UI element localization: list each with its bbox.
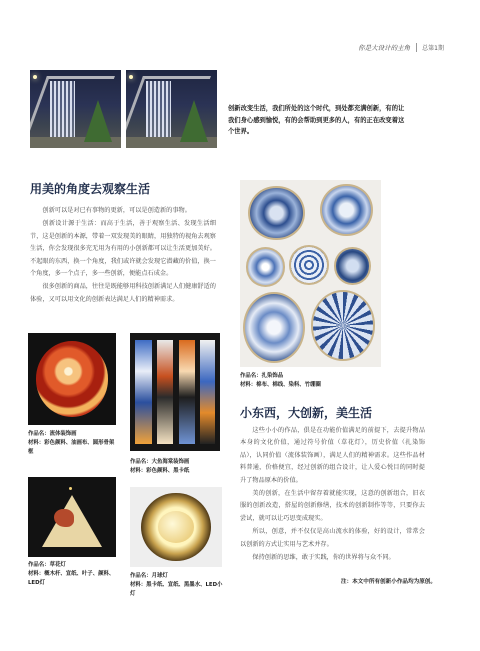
big-fish-painting-caption — [130, 458, 222, 476]
section2-title-text: 小东西，大创新，美生活 — [240, 406, 373, 420]
grass-flower-lamp-caption — [28, 561, 118, 588]
artwork-name: 作品名：草花灯 — [28, 562, 66, 568]
magazine-logo: 你是大设计的主角 — [358, 44, 411, 52]
section2-paragraph: 美的创新，在生活中留存着就能实现，这意的创新组合，旧衣服的创新改造，搭屋的创新修缮，技术的创新制作等等，只要你去尝试，就可以让巧思变成现实。 — [240, 490, 425, 522]
artwork-name: 作品名：扎染饰品 — [240, 373, 284, 379]
section2-paragraph: 这些小小的作品，俱是在功能价值满足的前提下，去提升物品本身的文化价值，通过符号价值（草花灯），历史价值（扎染饰品），认同价值（流体装饰画），满足人们的精神需求。这些作品材料普通，价格便宜，经过创新的组合设计，让人爱心悦目的同时提升了物品原本的价值。 — [240, 427, 425, 484]
grass-flower-lamp-image — [28, 477, 116, 557]
artwork-name: 作品名：流体装饰画 — [28, 431, 77, 437]
section1-body — [30, 205, 216, 307]
fountain-photo-right — [126, 70, 217, 148]
fountain-photo-left — [30, 70, 121, 148]
section1-paragraph: 创新可以是对已有事物的更新，可以是创造新的事物。 — [42, 207, 191, 214]
intro-quote: 创新改变生活，我们所处的这个时代，到处都充满创新，有的让我们身心感到愉悦，有的会帮助到更多的人，有的正在改变着这个世界。 — [228, 105, 405, 136]
artwork-name: 作品名：月球灯 — [130, 573, 168, 579]
page-header — [358, 43, 444, 52]
artwork-name: 作品名：大鱼海棠装饰画 — [130, 459, 190, 465]
tie-dye-image — [240, 180, 381, 367]
section2-paragraph: 保持创新的思维，敢于实践，你的世界将与众不同。 — [252, 554, 395, 562]
big-fish-painting-image — [130, 333, 220, 451]
artwork-material: 材料：概木杆、宣纸、叶子、颜料、LED灯 — [28, 570, 115, 586]
artwork-material: 材料：彩色颜料、黑卡纸 — [130, 467, 190, 474]
issue-label: 总第1期 — [416, 43, 444, 52]
section1-title-text: 用美的角度去观察生活 — [30, 182, 151, 196]
section2-paragraph: 所以，创意，并不仅仅是高山流水的体验，好的设计，常常会以创新的方式让实用与艺术并存。 — [240, 528, 425, 548]
fluid-painting-caption — [28, 430, 118, 457]
artwork-material: 材料：棉布、棉线、染料、竹绷圈 — [240, 381, 321, 388]
fluid-painting-image — [28, 333, 116, 425]
footnote: 注：本文中所有创新小作品均为原创。 — [340, 579, 436, 585]
moon-lamp-image — [130, 487, 222, 567]
section1-title — [30, 180, 150, 197]
section2-body — [240, 425, 425, 565]
artwork-material: 材料：黑卡纸、宣纸、黑墨水、LED小灯 — [130, 581, 223, 597]
artwork-material: 材料：彩色颜料、油画布、圆形骨架框 — [28, 439, 115, 455]
section1-paragraph: 创新设计源于生活：而高于生活，善于观察生活、发现生活细节，这是创新的本源，带着一双发现美的眼睛，用独特的视角去观察生活，你会发现很多充无用为有用的小创新都可以让生活更加美好。不起眼的东西，换一个角度，我们或许就会发现它潜藏的价值，换一个角度，多一个点子，多一些创新，便能点石成金。 — [30, 220, 216, 278]
section2-title — [240, 404, 372, 421]
moon-lamp-caption — [130, 572, 226, 599]
tie-dye-caption — [240, 372, 380, 390]
section1-paragraph: 很多创新的商品，往往是既能够用科技创新满足人们健康舒适的体验，又可以用文化的创新表达满足人们的精神需求。 — [30, 283, 216, 303]
